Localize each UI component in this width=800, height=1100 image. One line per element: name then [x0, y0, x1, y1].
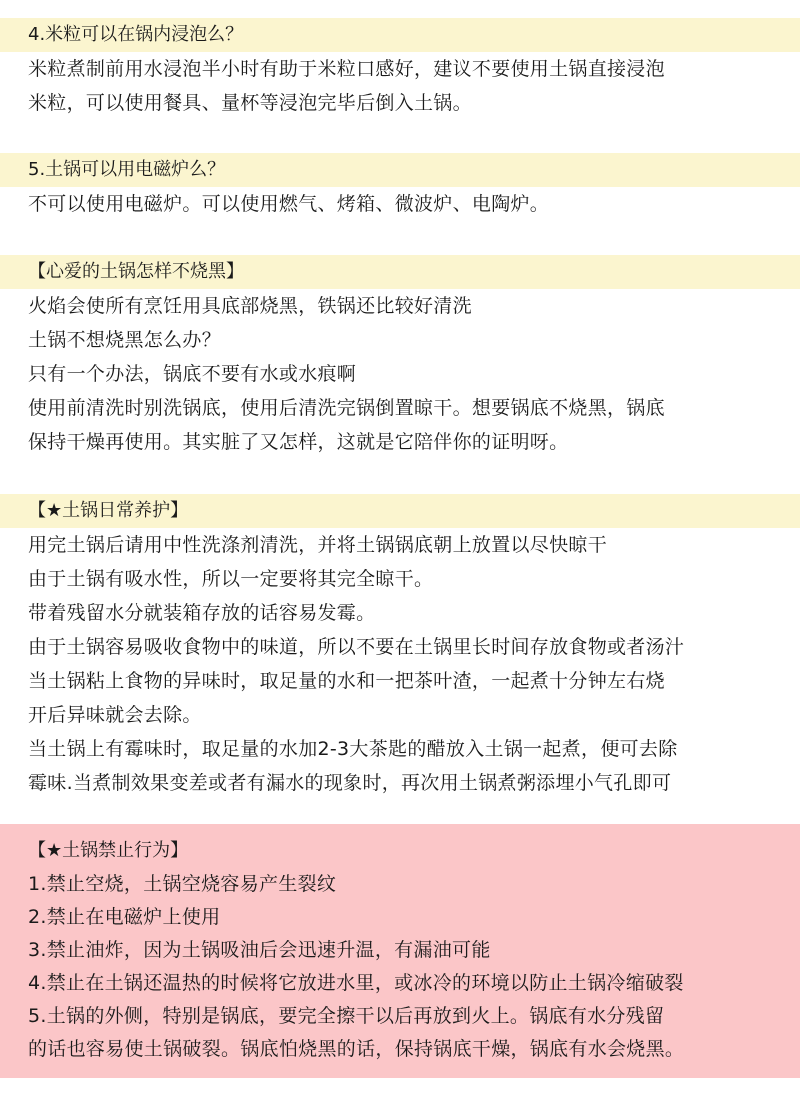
- prohibited-actions-box: [0, 824, 800, 1078]
- list-item: 3.禁止油炸，因为土锅吸油后会迅速升温，有漏油可能: [28, 939, 491, 961]
- prohibited-actions-title: 【★土锅禁止行为】: [28, 840, 189, 861]
- text-line: 霉味.当煮制效果变差或者有漏水的现象时，再次用土锅煮粥添埋小气孔即可: [28, 772, 672, 794]
- text-line: 只有一个办法，锅底不要有水或水痕啊: [28, 363, 357, 385]
- prohibited-actions-list: [28, 868, 684, 1066]
- section-body-daily-care: [28, 528, 684, 800]
- list-item: 2.禁止在电磁炉上使用: [28, 906, 221, 928]
- text-line: 开后异味就会去除。: [28, 704, 202, 726]
- text-line: 由于土锅容易吸收食物中的味道，所以不要在土锅里长时间存放食物或者汤汁: [28, 636, 685, 658]
- section-header-induction: [0, 153, 800, 187]
- text-line: 由于土锅有吸水性，所以一定要将其完全晾干。: [28, 568, 434, 590]
- text-line: 带着残留水分就装箱存放的话容易发霉。: [28, 602, 376, 624]
- section-title: 4.米粒可以在锅内浸泡么？: [28, 24, 244, 45]
- section-title: 【★土锅日常养护】: [28, 500, 189, 521]
- list-item: 4.禁止在土锅还温热的时候将它放进水里，或冰冷的环境以防止土锅冷缩破裂: [28, 972, 684, 994]
- text-line: 火焰会使所有烹饪用具底部烧黑，铁锅还比较好清洗: [28, 295, 472, 317]
- section-header-soaking: [0, 18, 800, 52]
- text-line: 土锅不想烧黑怎么办？: [28, 329, 222, 351]
- list-item: 5.土锅的外侧，特别是锅底，要完全擦干以后再放到火上。锅底有水分残留: [28, 1005, 665, 1027]
- section-body-induction: [28, 187, 549, 221]
- text-line: 米粒，可以使用餐具、量杯等浸泡完毕后倒入土锅。: [28, 92, 472, 114]
- list-item: 的话也容易使土锅破裂。锅底怕烧黑的话，保持锅底干燥，锅底有水会烧黑。: [28, 1038, 685, 1060]
- text-line: 当土锅粘上食物的异味时，取足量的水和一把茶叶渣，一起煮十分钟左右烧: [28, 670, 665, 692]
- text-line: 用完土锅后请用中性洗涤剂清洗，并将土锅锅底朝上放置以尽快晾干: [28, 534, 608, 556]
- list-item: 1.禁止空烧，土锅空烧容易产生裂纹: [28, 873, 337, 895]
- text-line: 米粒煮制前用水浸泡半小时有助于米粒口感好，建议不要使用土锅直接浸泡: [28, 58, 665, 80]
- section-body-avoid-blackening: [28, 289, 665, 459]
- text-line: 当土锅上有霉味时，取足量的水加2-3大茶匙的醋放入土锅一起煮，便可去除: [28, 738, 678, 760]
- section-header-avoid-blackening: [0, 255, 800, 289]
- section-body-soaking: [28, 52, 665, 120]
- text-line: 使用前清洗时别洗锅底，使用后清洗完锅倒置晾干。想要锅底不烧黑，锅底: [28, 397, 665, 419]
- section-title: 【心爱的土锅怎样不烧黑】: [28, 261, 244, 282]
- text-line: 不可以使用电磁炉。可以使用燃气、烤箱、微波炉、电陶炉。: [28, 193, 550, 215]
- section-header-daily-care: [0, 494, 800, 528]
- section-title: 5.土锅可以用电磁炉么？: [28, 159, 226, 180]
- text-line: 保持干燥再使用。其实脏了又怎样，这就是它陪伴你的证明呀。: [28, 431, 569, 453]
